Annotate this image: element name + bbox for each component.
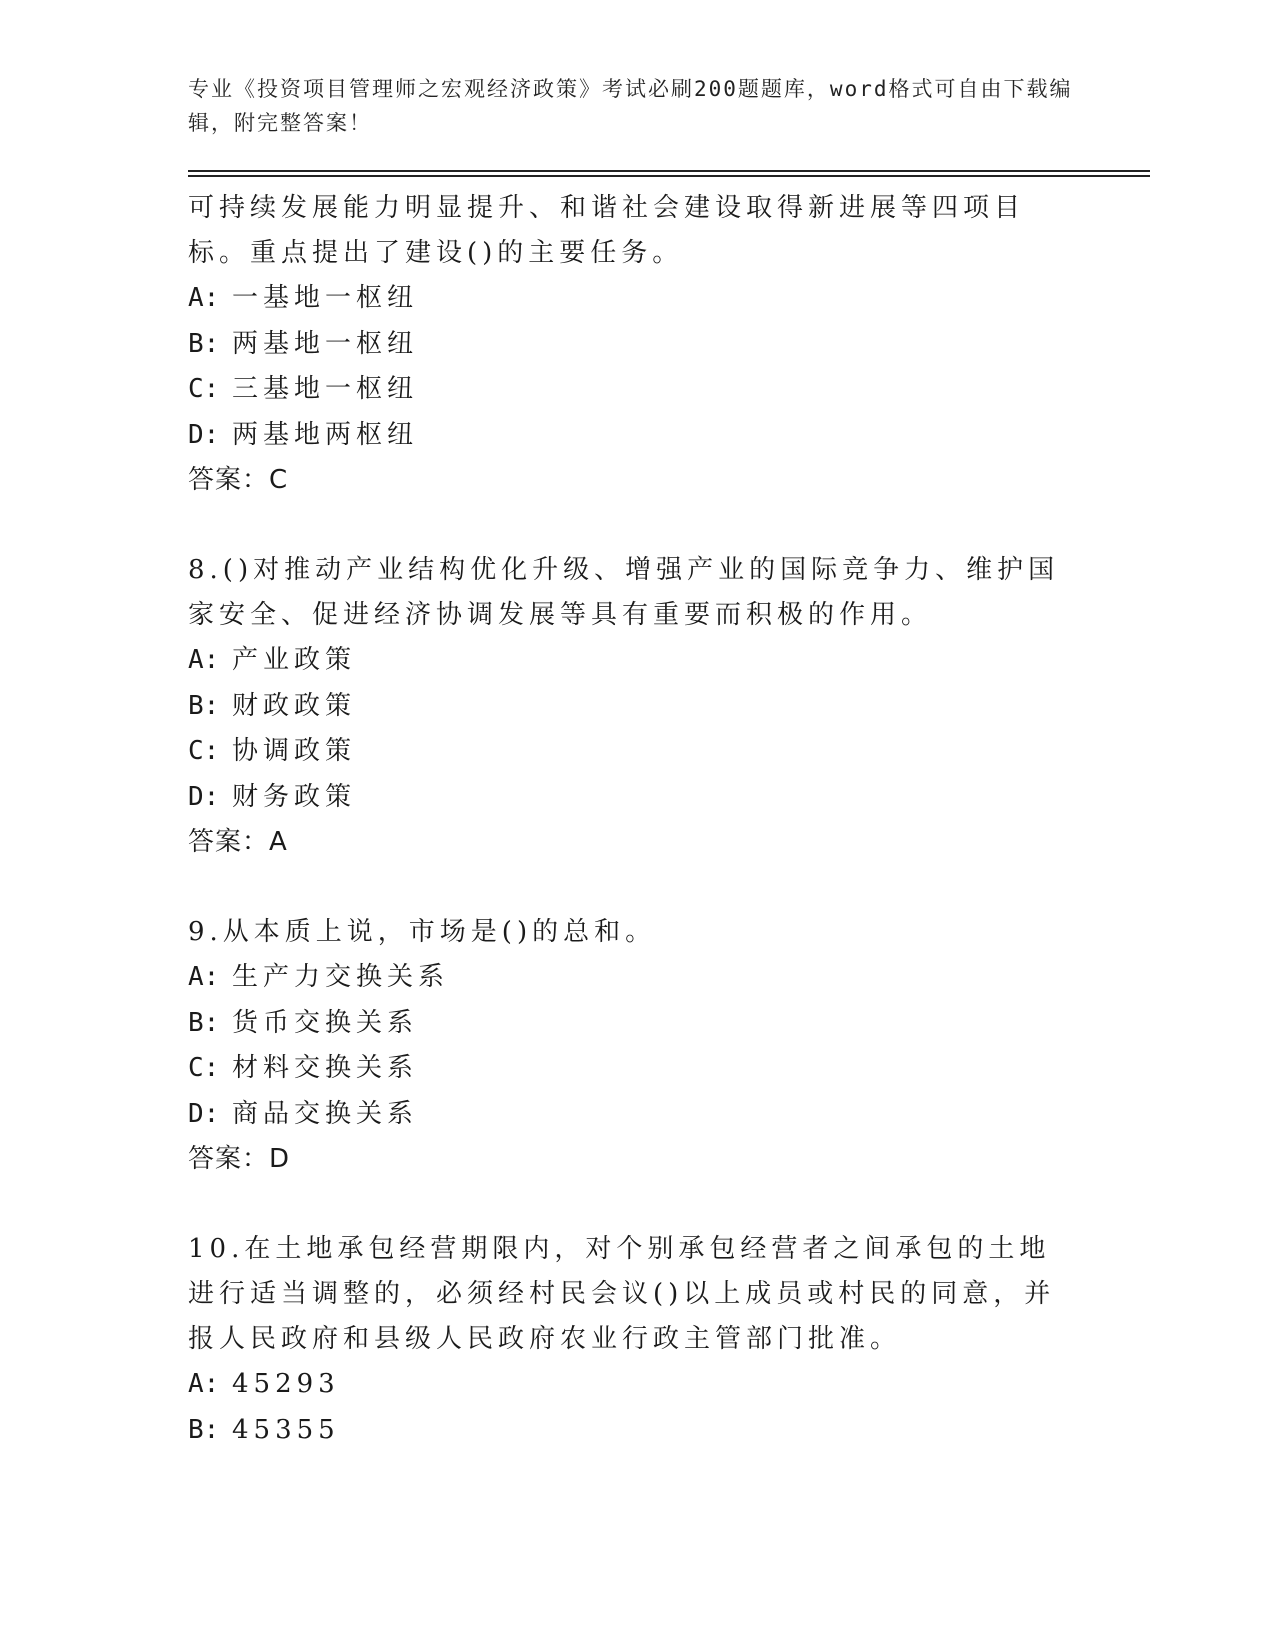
- answer: 答案：C: [188, 465, 289, 495]
- option-b: [188, 1001, 1078, 1047]
- header-title: 专业《投资项目管理师之宏观经济政策》考试必刷200题题库，word格式可自由下载编辑，附完整答案！: [188, 77, 1073, 135]
- option-b: [188, 684, 1078, 730]
- option-a: [188, 1362, 1078, 1408]
- answer: 答案：A: [188, 827, 288, 857]
- option-key: A:: [188, 645, 220, 675]
- option-key: C:: [188, 374, 220, 404]
- option-key: B:: [188, 328, 220, 359]
- option-d: [188, 413, 1078, 459]
- option-text: 财务政策: [232, 781, 357, 812]
- option-text: 协调政策: [232, 736, 357, 766]
- option-key: B:: [188, 1414, 220, 1445]
- option-a: [188, 955, 1078, 1001]
- option-text: 三基地一枢纽: [232, 374, 419, 404]
- header-rule-top: [188, 170, 1150, 172]
- option-c: [188, 367, 1078, 413]
- question-text: 10.在土地承包经营期限内，对个别承包经营者之间承包的土地进行适当调整的，必须经村民会议()以上成员或村民的同意，并报人民政府和县级人民政府农业行政主管部门批准。: [188, 1234, 1056, 1354]
- option-b: [188, 322, 1078, 368]
- option-text: 货币交换关系: [232, 1007, 419, 1038]
- option-key: A:: [188, 283, 220, 313]
- option-text: 材料交换关系: [232, 1053, 419, 1083]
- option-text: 产业政策: [232, 645, 357, 675]
- option-key: A:: [188, 1369, 220, 1399]
- option-text: 45293: [232, 1369, 340, 1399]
- question-8: [188, 548, 1078, 865]
- option-key: D:: [188, 419, 220, 450]
- document-header: [188, 72, 1088, 140]
- option-key: C:: [188, 1053, 220, 1083]
- question-9: [188, 910, 1078, 1182]
- option-key: D:: [188, 1098, 220, 1129]
- document-body: [188, 186, 1078, 1453]
- option-key: C:: [188, 736, 220, 766]
- answer: 答案：D: [188, 1144, 291, 1174]
- option-text: 45355: [232, 1414, 340, 1445]
- option-d: [188, 775, 1078, 821]
- option-a: [188, 276, 1078, 322]
- question-text: 9.从本质上说，市场是()的总和。: [188, 917, 657, 947]
- option-c: [188, 729, 1078, 775]
- option-text: 商品交换关系: [232, 1098, 419, 1129]
- option-a: [188, 638, 1078, 684]
- question-text: 8.()对推动产业结构优化升级、增强产业的国际竞争力、维护国家安全、促进经济协调发展等具有重要而积极的作用。: [188, 555, 1060, 630]
- question-10: [188, 1227, 1078, 1453]
- option-text: 两基地两枢纽: [232, 419, 419, 450]
- option-text: 生产力交换关系: [232, 962, 450, 992]
- option-text: 两基地一枢纽: [232, 328, 419, 359]
- option-d: [188, 1092, 1078, 1138]
- question-text: 可持续发展能力明显提升、和谐社会建设取得新进展等四项目标。重点提出了建设()的主要任务。: [188, 193, 1026, 268]
- header-rule-bottom: [188, 175, 1150, 177]
- option-text: 一基地一枢纽: [232, 283, 419, 313]
- question-continued: [188, 186, 1078, 503]
- option-b: [188, 1408, 1078, 1454]
- option-key: D:: [188, 781, 220, 812]
- option-key: B:: [188, 1007, 220, 1038]
- option-text: 财政政策: [232, 690, 357, 721]
- option-c: [188, 1046, 1078, 1092]
- option-key: A:: [188, 962, 220, 992]
- option-key: B:: [188, 690, 220, 721]
